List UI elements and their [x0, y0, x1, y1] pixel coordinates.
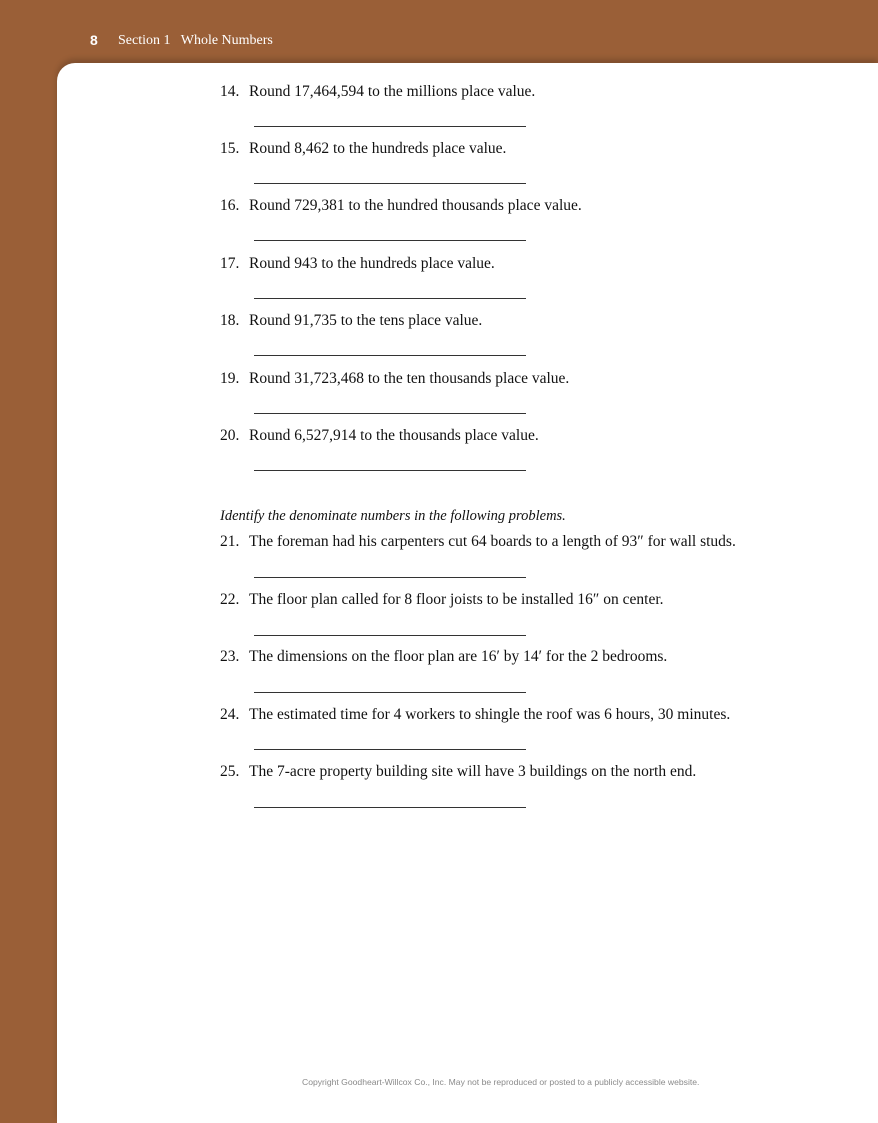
problem-number: 23.	[220, 648, 240, 665]
problem-text: Round 8,462 to the hundreds place value.	[249, 140, 507, 157]
answer-line-18[interactable]	[254, 355, 526, 356]
problem-21	[220, 532, 736, 552]
answer-line-24[interactable]	[254, 749, 526, 750]
problem-text: The dimensions on the floor plan are 16′ by 14′ for the 2 bedrooms.	[249, 648, 668, 665]
answer-line-20[interactable]	[254, 470, 526, 471]
problem-number: 21.	[220, 533, 240, 550]
problem-text: The foreman had his carpenters cut 64 boards to a length of 93″ for wall studs.	[249, 533, 736, 550]
problem-22	[220, 590, 664, 610]
problem-text: Round 31,723,468 to the ten thousands place value.	[249, 370, 570, 387]
problem-20	[220, 426, 539, 446]
answer-line-19[interactable]	[254, 413, 526, 414]
problem-text: Round 17,464,594 to the millions place value.	[249, 83, 536, 100]
answer-line-25[interactable]	[254, 807, 526, 808]
copyright-footer: Copyright Goodheart-Willcox Co., Inc. May not be reproduced or posted to a publicly accessible website.	[302, 1077, 700, 1087]
problem-number: 16.	[220, 197, 240, 214]
problem-23	[220, 647, 667, 667]
answer-line-16[interactable]	[254, 240, 526, 241]
problem-number: 19.	[220, 370, 240, 387]
problem-15	[220, 139, 506, 159]
problem-text: The floor plan called for 8 floor joists to be installed 16″ on center.	[249, 591, 664, 608]
problem-number: 15.	[220, 140, 240, 157]
answer-line-17[interactable]	[254, 298, 526, 299]
instruction-text: Identify the denominate numbers in the following problems.	[220, 508, 566, 524]
problem-number: 20.	[220, 427, 240, 444]
problem-16	[220, 196, 582, 216]
page-number: 8	[90, 32, 98, 48]
answer-line-23[interactable]	[254, 692, 526, 693]
answer-line-14[interactable]	[254, 126, 526, 127]
problem-text: Round 729,381 to the hundred thousands place value.	[249, 197, 582, 214]
section-title: Section 1 Whole Numbers	[118, 33, 273, 48]
problem-17	[220, 254, 495, 274]
problem-number: 17.	[220, 255, 240, 272]
problem-14	[220, 82, 535, 102]
answer-line-15[interactable]	[254, 183, 526, 184]
problem-text: Round 91,735 to the tens place value.	[249, 312, 483, 329]
problem-18	[220, 311, 482, 331]
problem-19	[220, 369, 569, 389]
problem-text: The 7-acre property building site will have 3 buildings on the north end.	[249, 763, 697, 780]
problem-number: 25.	[220, 763, 240, 780]
problem-24	[220, 705, 730, 725]
page-header	[0, 0, 878, 66]
answer-line-21[interactable]	[254, 577, 526, 578]
problem-number: 14.	[220, 83, 240, 100]
problem-number: 18.	[220, 312, 240, 329]
problem-25	[220, 762, 696, 782]
problem-text: Round 6,527,914 to the thousands place value.	[249, 427, 539, 444]
problem-number: 22.	[220, 591, 240, 608]
problem-text: Round 943 to the hundreds place value.	[249, 255, 495, 272]
problem-text: The estimated time for 4 workers to shingle the roof was 6 hours, 30 minutes.	[249, 706, 731, 723]
problem-number: 24.	[220, 706, 240, 723]
answer-line-22[interactable]	[254, 635, 526, 636]
